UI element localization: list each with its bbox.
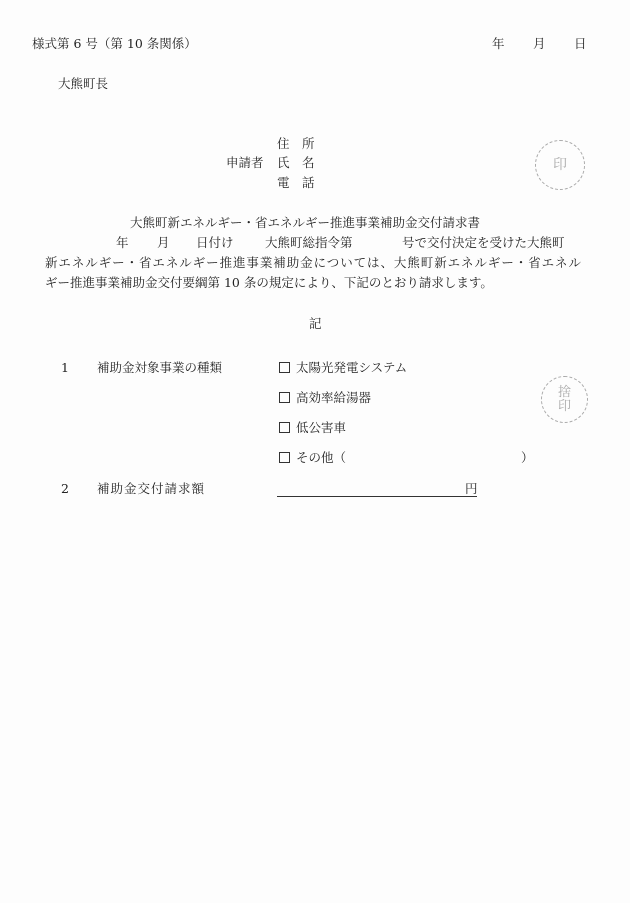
option-solar[interactable]	[279, 362, 407, 375]
address-label: 住 所	[277, 136, 315, 151]
item-2-number: 2	[61, 481, 69, 496]
option-low-emission-car[interactable]	[279, 422, 346, 435]
option-other[interactable]	[279, 452, 346, 465]
ki-label: 記	[309, 316, 322, 331]
body-year: 年	[116, 235, 129, 250]
option-solar-checkbox[interactable]	[279, 362, 290, 373]
body-line-2: 新エネルギー・省エネルギー推進事業補助金については、大熊町新エネルギー・省エネル	[45, 255, 581, 270]
option-low-emission-car-label: 低公害車	[296, 420, 347, 435]
amount-unit: 円	[465, 481, 478, 496]
option-water-heater[interactable]	[279, 392, 371, 405]
addressee: 大熊町長	[58, 76, 109, 91]
option-other-checkbox[interactable]	[279, 452, 290, 463]
item-1-label: 補助金対象事業の種類	[97, 360, 223, 375]
body-month: 月	[157, 235, 170, 250]
option-solar-label: 太陽光発電システム	[296, 360, 408, 375]
body-line-3: ギー推進事業補助金交付要綱第 10 条の規定により、下記のとおり請求します。	[45, 275, 493, 290]
item-2-label: 補助金交付請求額	[97, 481, 206, 496]
option-low-emission-car-checkbox[interactable]	[279, 422, 290, 433]
sute-seal: 捨 印	[541, 376, 588, 423]
option-water-heater-checkbox[interactable]	[279, 392, 290, 403]
phone-label: 電 話	[277, 175, 315, 190]
option-other-close: ）	[521, 450, 534, 465]
applicant-seal: 印	[535, 140, 585, 190]
date-month-label: 月	[533, 36, 546, 51]
amount-field[interactable]	[277, 482, 477, 497]
date-year-label: 年	[492, 36, 505, 51]
applicant-label: 申請者	[226, 155, 264, 170]
body-order: 大熊町総指令第	[265, 235, 353, 250]
body-day: 日付け	[196, 235, 234, 250]
date-day-label: 日	[574, 36, 587, 51]
form-number: 様式第 6 号（第 10 条関係）	[32, 36, 197, 51]
body-order-rest: 号で交付決定を受けた大熊町	[402, 235, 565, 250]
option-water-heater-label: 高効率給湯器	[296, 390, 372, 405]
name-label: 氏 名	[277, 155, 315, 170]
document-title: 大熊町新エネルギー・省エネルギー推進事業補助金交付請求書	[130, 215, 481, 230]
item-1-number: 1	[61, 360, 69, 375]
option-other-label: その他（	[296, 450, 347, 465]
